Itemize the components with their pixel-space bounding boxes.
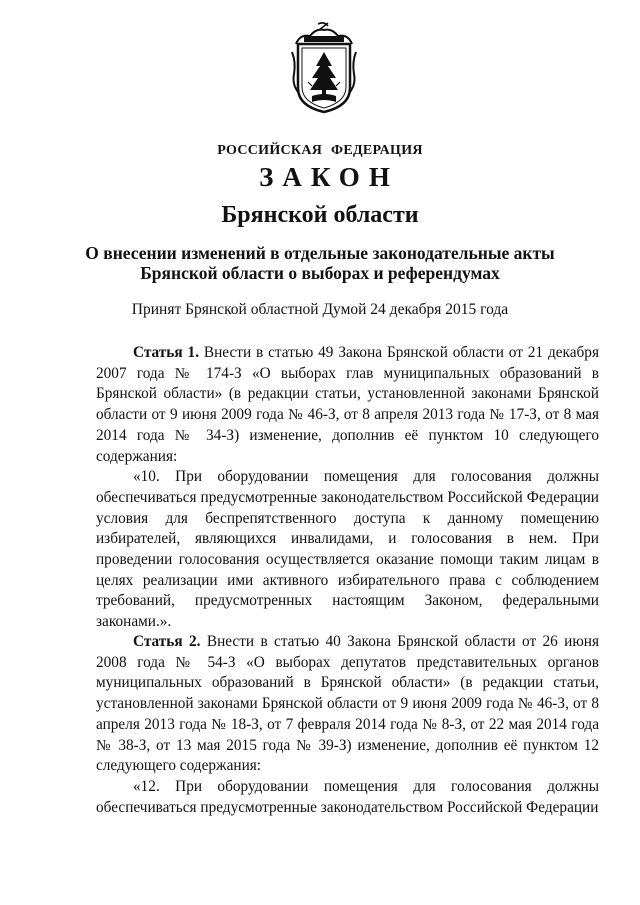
article-1: [96, 343, 599, 633]
federation-heading: РОССИЙСКАЯ ФЕДЕРАЦИЯ: [217, 143, 423, 158]
article-1-text: Внести в статью 49 Закона Брянской области от 21 декабря 2007 года № 174-З «О выборах глав муниципальных образований в Брянской области» (в редакции статьи, установленной законами Брянской области от 9 июня 2009 года № 46-З, от 8 апреля 2013 года № 17-З, от 8 мая 2014 года № 34-З) изменение, дополнив её пунктом 10 следующего содержания:: [96, 344, 599, 465]
law-subject: [0, 243, 640, 283]
article-1-quote: «10. При оборудовании помещения для голосования должны обеспечиваться предусмотренные законодательством Российской Федерации условия для беспрепятственного доступа к данному помещению избирателей, являющихся инвалидами, и голосования в нем. При проведении голосования осуществляется оказание помощи таким лицам в целях реализации ими активного избирательного права с соблюдением требований, предусмотренных настоящим Законом, федеральными законами.».: [96, 468, 599, 631]
article-2-quote: «12. При оборудовании помещения для голосования должны обеспечиваться предусмотренные законодательством Российской Федерации: [96, 777, 599, 816]
law-region: Брянской области: [221, 202, 419, 228]
article-1-label: Статья 1.: [133, 344, 200, 361]
emblem-drawing: [290, 22, 358, 114]
coat-of-arms-icon: [290, 22, 358, 114]
article-2-label: Статья 2.: [133, 633, 201, 650]
subject-line-1: О внесении изменений в отдельные законодательные акты: [85, 243, 555, 263]
article-2-body: [96, 632, 599, 777]
adoption-line: Принят Брянской областной Думой 24 декабря 2015 года: [131, 301, 509, 318]
subject-line-2: Брянской области о выборах и референдумах: [140, 263, 500, 283]
law-title: ЗАКОН: [259, 162, 399, 192]
article-2-text: Внести в статью 40 Закона Брянской области от 26 июня 2008 года № 54-З «О выборах депутатов представительных органов муниципальных образований в Брянской области» (в редакции статьи, установленной законами Брянской области от 9 июня 2009 года № 46-З, от 8 апреля 2013 года № 18-З, от 7 февраля 2014 года № 8-З, от 22 мая 2014 года № 38-З, от 13 мая 2015 года № 39-З) изменение, дополнив её пунктом 12 следующего содержания:: [96, 633, 599, 775]
article-2: [96, 632, 599, 818]
article-1-body: [96, 343, 599, 467]
